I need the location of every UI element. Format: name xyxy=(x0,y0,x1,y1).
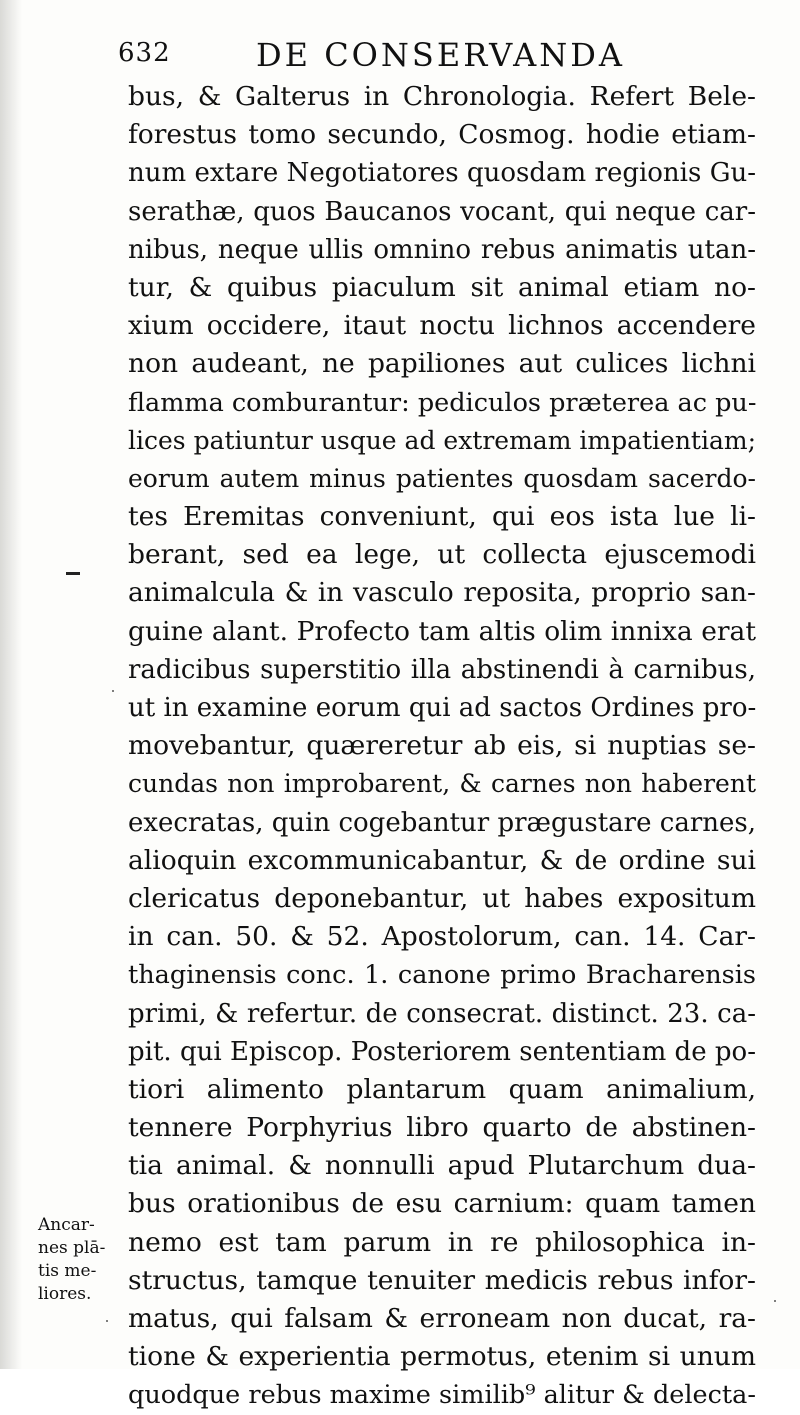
margin-note-line: tis me- xyxy=(38,1261,97,1281)
text-line: pit. qui Episcop. Posteriorem sententiam de po- xyxy=(128,1036,756,1067)
text-line: tiori alimento plantarum quam animalium, xyxy=(128,1073,756,1105)
page-header xyxy=(118,36,678,76)
text-line: guine alant. Profecto tam altis olim innixa erat xyxy=(128,615,756,647)
text-line: berant, sed ea lege, ut collecta ejuscemodi xyxy=(128,539,756,571)
text-line: primi, & refertur. de consecrat. distinct. 23. ca- xyxy=(128,998,756,1029)
text-line: tennere Porphyrius libro quarto de abstinen- xyxy=(128,1112,756,1144)
text-line: thaginensis conc. 1. canone primo Bracharensis xyxy=(128,960,756,991)
running-title: DE CONSERVANDA xyxy=(256,36,625,74)
text-line: execratas, quin cogebantur prægustare carnes, xyxy=(128,807,756,838)
text-line: eorum autem minus patientes quosdam sacerdo- xyxy=(128,463,756,493)
text-line: in can. 50. & 52. Apostolorum, can. 14. Car- xyxy=(128,921,756,953)
text-line: radicibus superstitio illa abstinendi à carnibus, xyxy=(128,654,756,685)
text-line: nibus, neque ullis omnino rebus animatis utan- xyxy=(128,234,756,265)
text-line: ut in examine eorum qui ad sactos Ordines pro- xyxy=(128,693,757,723)
margin-note xyxy=(38,1214,122,1306)
text-line: serathæ, quos Baucanos vocant, qui neque car- xyxy=(128,196,756,227)
text-line: forestus tomo secundo, Cosmog. hodie etiam- xyxy=(128,119,756,151)
text-line: structus, tamque tenuiter medicis rebus infor- xyxy=(128,1264,756,1296)
body-text xyxy=(128,78,756,1415)
text-line: lices patiuntur usque ad extremam impatientiam; xyxy=(128,425,756,455)
text-line: tur, & quibus piaculum sit animal etiam no- xyxy=(128,271,756,303)
text-line: non audeant, ne papiliones aut culices lichni xyxy=(128,348,756,380)
text-line: alioquin excommunicabantur, & de ordine sui xyxy=(128,844,756,876)
text-line: nemo est tam parum in re philosophica in- xyxy=(128,1226,756,1258)
text-line: clericatus deponebantur, ut habes expositum xyxy=(128,882,756,914)
text-line: movebantur, quæreretur ab eis, si nuptias se- xyxy=(128,730,756,762)
ink-speck xyxy=(112,690,114,692)
text-line: tes Eremitas conveniunt, qui eos ista lue li- xyxy=(128,501,756,533)
text-line: num extare Negotiatores quosdam regionis Gu- xyxy=(128,158,756,189)
margin-note-line: liores. xyxy=(38,1284,92,1304)
text-line: tione & experientia permotus, etenim si unum xyxy=(128,1341,756,1373)
text-line: flamma comburantur: pediculos præterea ac pu- xyxy=(128,387,757,418)
text-line: bus, & Galterus in Chronologia. Refert Bele- xyxy=(128,81,756,112)
text-line: matus, qui falsam & erroneam non ducat, ra- xyxy=(128,1303,756,1334)
page-number: 632 xyxy=(118,38,171,68)
margin-note-line: Ancar- xyxy=(38,1215,95,1235)
ink-speck xyxy=(774,1300,776,1302)
text-line: xium occidere, itaut noctu lichnos accendere xyxy=(128,310,756,342)
ink-speck xyxy=(106,1320,108,1322)
margin-note-line: nes plā- xyxy=(38,1238,106,1258)
text-line: bus orationibus de esu carnium: quam tamen xyxy=(128,1188,756,1220)
margin-dash-mark xyxy=(66,572,80,575)
text-line: tia animal. & nonnulli apud Plutarchum dua- xyxy=(128,1150,756,1182)
text-line: animalcula & in vasculo reposita, proprio san- xyxy=(128,577,756,609)
text-line: quodque rebus maxime similib⁹ alitur & delecta- xyxy=(128,1380,756,1411)
text-line: cundas non improbarent, & carnes non haberent xyxy=(128,769,756,799)
page-gutter-shadow xyxy=(0,0,22,1369)
